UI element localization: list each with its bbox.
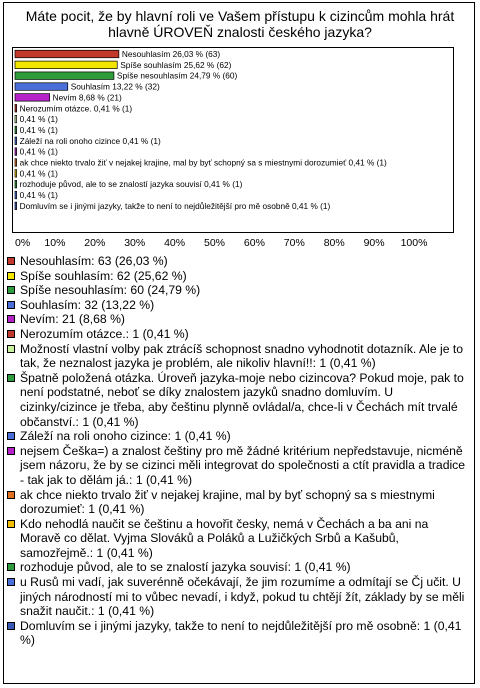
legend-item (7, 429, 471, 444)
bar-label-2: Spíše nesouhlasím 24,79 % (60) (116, 70, 238, 81)
x-tick-label: 50% (203, 237, 226, 249)
legend-swatch (7, 563, 15, 571)
legend-label: ak chce niekto trvalo žiť v nejakej krajine, mal by byť schopný sa s miestnymi dorozumieť: 1 (0,41 %) (20, 487, 435, 517)
legend-item (7, 327, 471, 342)
bar-label-14: Domluvím se i jinými jazyky, takže to není to nejdůležitější pro mě osobně 0,41 % (1) (19, 200, 331, 211)
legend-label: Nesouhlasím: 63 (26,03 %) (20, 254, 168, 268)
legend-item (7, 444, 471, 488)
x-tick-label: 60% (243, 237, 265, 249)
x-tick-label: 80% (323, 237, 345, 249)
legend-swatch (7, 578, 15, 586)
legend-item (7, 269, 471, 284)
bar-label-12: rozhoduje původ, ale to se znalostí jazyka souvisí 0,41 % (1) (19, 179, 243, 190)
x-tick-label: 10% (44, 237, 66, 249)
bar-label-0: Nesouhlasím 26,03 % (63) (121, 49, 221, 59)
legend-label: u Rusů mi vadí, jak suverénně očekávají, že jim rozumíme a odmítají se Čj učit. U jiných národností mi to vůbec nevadí, i když, pokud tu chtějí žít, základy by se měli snažit naučit.: 1 (0,41 %) (20, 575, 465, 619)
legend-label: Možností vlastní volby pak ztrácíš schopnost snadno vyhodnotit dotazník. Ale je to tak, že neznalost jazyka je problém, ale nikoliv hlavní!!: 1 (0,41 %) (20, 341, 464, 371)
x-tick-label: 0% (15, 237, 31, 249)
bar-label-11: 0,41 % (1) (19, 168, 58, 179)
bar-label-4: Nevím 8,68 % (21) (52, 92, 122, 103)
bar-10 (15, 159, 17, 167)
legend-swatch (7, 257, 15, 265)
legend-swatch (7, 330, 15, 338)
bar-label-6: 0,41 % (1) (19, 114, 58, 125)
legend-swatch (7, 432, 15, 440)
legend-swatch (7, 622, 15, 630)
bar-13 (15, 191, 17, 199)
bar-label-9: 0,41 % (1) (19, 146, 58, 157)
bar-3 (15, 83, 68, 91)
bar-11 (15, 170, 17, 178)
bar-12 (15, 180, 17, 188)
chart-svg (0, 0, 480, 252)
x-tick-label: 20% (84, 237, 106, 249)
bar-1 (15, 61, 117, 69)
legend-label: rozhoduje původ, ale to se znalostí jazyka souvisí: 1 (0,41 %) (20, 560, 351, 575)
legend-item (7, 312, 471, 327)
bar-label-1: Spíše souhlasím 25,62 % (62) (120, 59, 232, 70)
legend-swatch (7, 315, 15, 323)
legend-item (7, 517, 471, 561)
legend-swatch (7, 520, 15, 528)
legend-item (7, 619, 471, 648)
legend-label: Špatně položená otázka. Úroveň jazyka-moje nebo cizincova? Pokud moje, pak to není podstatné, neboť se díky znalostem jazyků snadno domluvím. U cizinky/cizince je třeba, aby češtinu plynně ovládal/a, chce-li v Čechách mít trvalé občanství.: 1 (0,41 %) (20, 370, 464, 429)
bar-label-10: ak chce niekto trvalo žiť v nejakej krajine, mal by byť schopný sa s miestnymi dorozumieť 0,41 % (1) (19, 157, 387, 168)
legend-label: Záleží na roli onoho cizince: 1 (0,41 %) (20, 429, 231, 444)
bar-label-7: 0,41 % (1) (19, 124, 58, 135)
legend-swatch (7, 374, 15, 382)
bar-label-13: 0,41 % (1) (19, 190, 58, 201)
bar-9 (15, 148, 17, 156)
legend-swatch (7, 491, 15, 499)
legend-label: Spíše souhlasím: 62 (25,62 %) (20, 268, 187, 283)
bar-0 (15, 50, 119, 58)
legend-label: nejsem Češka=) a znalost češtiny pro mě žádné kritérium nepředstavuje, nicméně jsem názoru, že by se cizinci měli integrovat do společnosti a ctít pravidla a tradice - tak jak to dělám já.: 1 (0,41 %) (20, 443, 466, 487)
bar-label-8: Záleží na roli onoho cizince 0,41 % (1) (19, 135, 161, 146)
legend (7, 254, 471, 648)
legend-label: Spíše nesouhlasím: 60 (24,79 %) (20, 283, 201, 298)
x-tick-label: 40% (164, 237, 186, 249)
bar-4 (15, 94, 50, 102)
bar-6 (15, 115, 17, 123)
bar-label-3: Souhlasím 13,22 % (32) (70, 81, 160, 92)
bar-7 (15, 126, 17, 134)
legend-swatch (7, 286, 15, 294)
legend-item (7, 283, 471, 298)
x-tick-label: 100% (400, 237, 428, 249)
bar-label-5: Nerozumím otázce. 0,41 % (1) (19, 103, 133, 114)
legend-swatch (7, 447, 15, 455)
legend-label: Kdo nehodlá naučit se češtinu a hovořit česky, nemá v Čechách a ba ani na Moravě co dělat. Vyjma Slováků a Poláků a Lužičkých Srbů a Kašubů, samozřejmě.: 1 (0,41 %) (20, 516, 429, 560)
legend-swatch (7, 272, 15, 280)
legend-item (7, 371, 471, 429)
legend-label: Domluvím se i jinými jazyky, takže to není to nejdůležitější pro mě osobně: 1 (0,41 %) (20, 618, 462, 648)
x-tick-label: 30% (124, 237, 146, 249)
legend-item (7, 575, 471, 619)
legend-item (7, 298, 471, 313)
bar-5 (15, 105, 17, 113)
legend-label: Nevím: 21 (8,68 %) (20, 312, 125, 327)
legend-item (7, 560, 471, 575)
legend-swatch (7, 301, 15, 309)
legend-item (7, 254, 471, 269)
legend-label: Nerozumím otázce.: 1 (0,41 %) (20, 326, 189, 341)
x-tick-label: 70% (283, 237, 305, 249)
bar-2 (15, 72, 114, 80)
legend-item (7, 488, 471, 517)
x-tick-label: 90% (363, 237, 385, 249)
legend-item (7, 342, 471, 371)
legend-swatch (7, 345, 15, 353)
bar-14 (15, 202, 17, 210)
bar-8 (15, 137, 17, 145)
chart-title: Máte pocit, že by hlavní roli ve Vašem přístupu k cizincům mohla hrát hlavně ÚROVEŇ znalosti českého jazyka? (25, 8, 455, 40)
legend-label: Souhlasím: 32 (13,22 %) (20, 297, 155, 312)
